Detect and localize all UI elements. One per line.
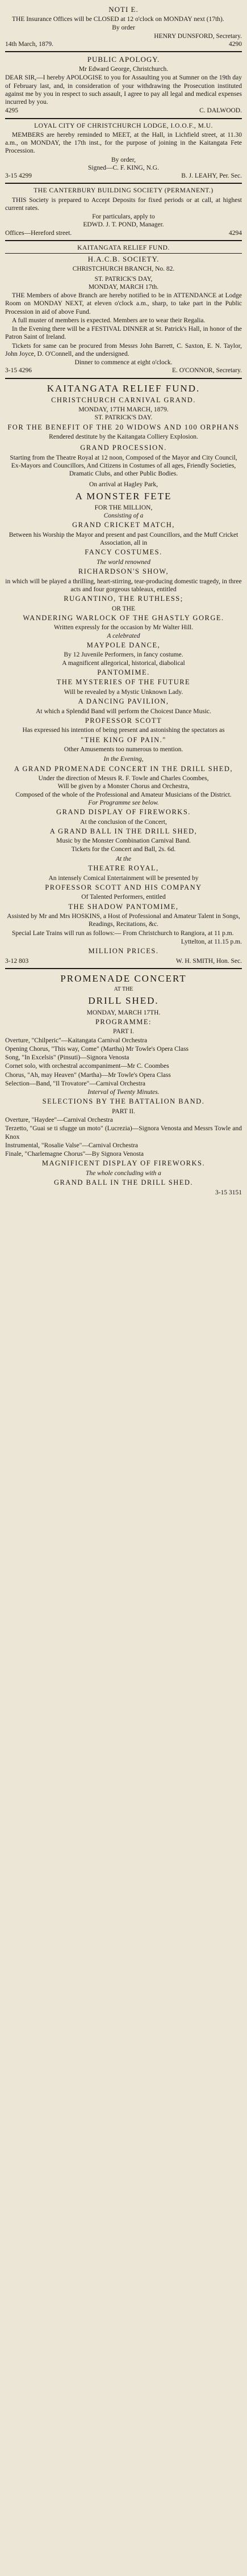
fete-company: PROFESSOR SCOTT AND HIS COMPANY bbox=[45, 883, 202, 891]
fete-day: ST. PATRICK'S DAY. bbox=[94, 414, 153, 422]
fete-benefit: FOR THE BENEFIT OF THE 20 WIDOWS AND 100 ORPHANS bbox=[7, 423, 240, 431]
notice-footer bbox=[5, 40, 242, 48]
fete-dancing-detail: At which a Splendid Band will perform the Choicest Dance Music. bbox=[36, 708, 211, 715]
promenade-concert bbox=[5, 969, 242, 1199]
building-manager: EDWD. J. T. POND, Manager. bbox=[83, 221, 164, 229]
building-title: THE CANTERBURY BUILDING SOCIETY (PERMANENT.) bbox=[34, 187, 213, 195]
concert-ball: GRAND BALL IN THE DRILL SHED. bbox=[53, 1178, 194, 1187]
fete-other: Other Amusements too numerous to mention. bbox=[64, 746, 183, 754]
concert-interval: Interval of Twenty Minutes. bbox=[87, 1089, 160, 1096]
concert-title: PROMENADE CONCERT bbox=[60, 973, 187, 984]
concert-ref: 3-15 3151 bbox=[215, 1189, 242, 1196]
procession-title: GRAND PROCESSION. bbox=[80, 444, 167, 452]
fete-at: At the bbox=[115, 855, 132, 862]
relief-dinner: Dinner to commence at eight o'clock. bbox=[74, 359, 173, 367]
fete-pantomime: PANTOMIME. bbox=[97, 668, 150, 676]
lodge-signature: B. J. LEAHY, Per. Sec. bbox=[181, 172, 242, 180]
apology-footer bbox=[5, 107, 242, 115]
lodge-footer bbox=[5, 172, 242, 180]
fete-given: Will be given by a Monster Chorus and Orchestra, bbox=[57, 783, 190, 790]
fete-place: CHRISTCHURCH CARNIVAL GRAND. bbox=[51, 395, 196, 404]
fete-destitute: Rendered destitute by the Kaitangata Colliery Explosion. bbox=[49, 433, 198, 441]
relief-fund-notice bbox=[5, 241, 242, 378]
fete-direction: Under the direction of Messrs R. F. Towle and Charles Coombes, bbox=[38, 775, 209, 782]
fete-ref: 3-12 803 bbox=[5, 957, 29, 965]
fete-richardson-detail: in which will be played a thrilling, heart-stirring, tear-producing domestic tragedy, in three acts and four gorgeous tableaux, entitled bbox=[5, 578, 242, 593]
notice-title: NOTI E. bbox=[108, 5, 139, 14]
programme-item: Opening Chorus, "This way, Come" (Martha) Mr Towle's Opera Class bbox=[5, 1045, 189, 1053]
fete-cricket: GRAND CRICKET MATCH, bbox=[72, 521, 175, 529]
fete-monster: A MONSTER FETE bbox=[75, 490, 172, 502]
fete-shadow: THE SHADOW PANTOMIME, bbox=[68, 902, 179, 911]
fete-theatre: THEATRE ROYAL, bbox=[88, 864, 159, 873]
programme-item: Selection—Band, "Il Trovatore"—Carnival Orchestra bbox=[5, 1080, 146, 1087]
fete-title: KAITANGATA RELIEF FUND. bbox=[47, 382, 200, 394]
fete-promenade: A GRAND PROMENADE CONCERT IN THE DRILL SHED, bbox=[14, 764, 233, 773]
fete-composed: Composed of the whole of the Professional and Amateur Musicians of the District. bbox=[15, 791, 232, 798]
fete-rugantino: RUGANTINO, THE RUTHLESS; bbox=[64, 595, 183, 603]
fete-theatre-detail: An intensely Comical Entertainment will be presented by bbox=[48, 874, 199, 882]
relief-attendance: A full muster of members is expected. Members are to wear their Regalia. bbox=[12, 317, 206, 324]
relief-body: THE Members of above Branch are hereby notified to be in ATTENDANCE at Lodge Room on MONDAY NEXT, at eleven o'clock a.m., sharp, to take part in the Public Procession in aid of above Fund. bbox=[5, 292, 242, 315]
relief-branch: CHRISTCHURCH BRANCH, No. 82. bbox=[72, 266, 175, 273]
concert-part2: PART II. bbox=[112, 1108, 135, 1115]
fete-lyttelton: Lyttelton, at 11.15 p.m. bbox=[181, 938, 242, 945]
apology-body bbox=[5, 74, 242, 106]
fete-arrival: On arrival at Hagley Park, bbox=[89, 481, 158, 488]
fete-scott: PROFESSOR SCOTT bbox=[85, 716, 162, 725]
fete-richardson: RICHARDSON'S SHOW, bbox=[78, 567, 169, 576]
apology-ref: 4295 bbox=[5, 107, 18, 115]
fete-or: OR THE bbox=[112, 605, 135, 612]
concert-date: MONDAY, MARCH 17TH. bbox=[86, 1009, 161, 1016]
notice-ref: 4290 bbox=[229, 40, 242, 48]
apology-text: —I hereby APOLOGISE to you for Assaulting you at Sumner on the 19th day of February last, and, in consideration of your withdrawing the Prosecution instituted against me by you in respect to such assault, I agree to pay all legal and medical expenses incurred by you. bbox=[5, 74, 242, 106]
fete-mysteries: THE MYSTERIES OF THE FUTURE bbox=[56, 678, 191, 687]
fete-fancy: FANCY COSTUMES. bbox=[85, 548, 162, 557]
programme-item: Chorus, "Ah, may Heaven" (Martha)—Mr Towle's Opera Class bbox=[5, 1071, 171, 1079]
fete-ball: A GRAND BALL IN THE DRILL SHED, bbox=[49, 827, 198, 835]
apology-signature: C. DALWOOD. bbox=[199, 107, 242, 115]
programme-item: Cornet solo, with orchestral accompaniment—Mr C. Coombes bbox=[5, 1063, 169, 1070]
relief-signature: E. O'CONNOR, Secretary. bbox=[171, 367, 242, 374]
notice-order: By order bbox=[112, 24, 135, 32]
building-ref: 4294 bbox=[229, 229, 242, 237]
fete-million-prices: MILLION PRICES. bbox=[88, 947, 159, 956]
building-society-notice bbox=[5, 184, 242, 240]
relief-title: KAITANGATA RELIEF FUND. bbox=[77, 244, 170, 251]
procession-detail: Starting from the Theatre Royal at 12 noon, Composed of the Mayor and City Council, Ex-Mayors and Councillors, And Citizens in Costumes of all ages, Friendly Societies, Dramatic Clubs, and other Public Bodies. bbox=[10, 454, 237, 478]
relief-day: ST. PATRICK'S DAY, bbox=[94, 275, 153, 283]
fete-million: FOR THE MILLION, bbox=[94, 504, 153, 511]
programme-item: Terzetto, "Guai se ti sfugge un moto" (Lucrezia)—Signora Venosta and Messrs Towle and Knox bbox=[5, 1125, 242, 1140]
insurance-notice bbox=[5, 2, 242, 51]
fete-cricket-detail: Between his Worship the Mayor and present and past Councillors, and the Muff Cricket Association, all in bbox=[9, 531, 238, 547]
concert-battalion: SELECTIONS BY THE BATTALION BAND. bbox=[42, 1097, 205, 1106]
fete-consisting: Consisting of a bbox=[103, 512, 144, 520]
fete-trains: Special Late Trains will run as follows:— From Christchurch to Rangiora, at 11 p.m. bbox=[12, 929, 234, 937]
lodge-title: LOYAL CITY OF CHRISTCHURCH LODGE, I.O.O.F., M.U. bbox=[34, 122, 213, 129]
fete-celebrated: A celebrated bbox=[107, 632, 140, 639]
relief-evening: In the Evening there will be a FESTIVAL DINNER at St. Patrick's Hall, in honor of the Patron Saint of Ireland. bbox=[5, 326, 242, 341]
fete-written: Written expressly for the occasion by Mr Walter Hill. bbox=[53, 624, 194, 632]
building-particulars: For particulars, apply to bbox=[92, 213, 155, 221]
fete-pantomime-intro: A magnificent allegorical, historical, diabolical bbox=[62, 659, 185, 667]
lodge-ref: 3-15 4299 bbox=[5, 172, 32, 180]
building-offices: Offices—Hereford street. bbox=[5, 229, 72, 237]
relief-society: H.A.C.B. SOCIETY. bbox=[87, 255, 160, 264]
building-body: THIS Society is prepared to Accept Deposits for fixed periods or at call, at highest current rates. bbox=[5, 196, 242, 212]
divider bbox=[5, 253, 242, 254]
fete-maypole: MAYPOLE DANCE, bbox=[86, 641, 161, 649]
programme-item: Instrumental, "Rosalie Valse"—Carnival Orchestra bbox=[5, 1142, 139, 1149]
fete-warlock: WANDERING WARLOCK OF THE GHASTLY GORGE. bbox=[23, 613, 224, 622]
fete-evening: In the Evening, bbox=[103, 756, 144, 763]
programme-item: Song, "In Excelsis" (Pinsuti)—Signora Venosta bbox=[5, 1054, 129, 1062]
fete-scott-detail: Has expressed his intention of being present and astonishing the spectators as bbox=[22, 727, 225, 734]
fete-tickets: Tickets for the Concert and Ball, 2s. 6d. bbox=[71, 845, 176, 853]
fete-king: "THE KING OF PAIN." bbox=[81, 735, 166, 744]
newspaper-column bbox=[5, 0, 242, 1199]
apology-salutation: DEAR SIR, bbox=[5, 74, 37, 82]
programme-item: Overture, "Chilperic"—Kaitangata Carnival Orchestra bbox=[5, 1037, 148, 1044]
relief-footer bbox=[5, 367, 242, 374]
concert-programme: PROGRAMME: bbox=[95, 1017, 152, 1026]
fete-honsec: W. H. SMITH, Hon. Sec. bbox=[175, 957, 242, 965]
apology-address: Mr Edward George, Christchurch. bbox=[78, 66, 169, 73]
concert-atthe: AT THE bbox=[114, 986, 133, 993]
fete-conclusion: At the conclusion of the Concert, bbox=[80, 818, 167, 826]
concert-part1: PART I. bbox=[112, 1028, 135, 1036]
fete-revealed: Will be revealed by a Mystic Unknown Lady. bbox=[64, 688, 183, 696]
programme-item: Overture, "Haydee"—Carnival Orchestra bbox=[5, 1117, 113, 1124]
concert-place: DRILL SHED. bbox=[88, 995, 159, 1007]
fete-shadow-detail: Assisted by Mr and Mrs HOSKINS, a Host of Professional and Amateur Talent in Songs, Readings, Recitations, &c. bbox=[7, 913, 240, 928]
lodge-order: By order, bbox=[111, 156, 136, 163]
apology-title: PUBLIC APOLOGY. bbox=[87, 55, 160, 64]
public-apology bbox=[5, 52, 242, 118]
fete-music: Music by the Monster Combination Carnival Band. bbox=[56, 837, 191, 845]
fete-talented: Of Talented Performers, entitled bbox=[81, 894, 166, 901]
kaitangata-fete bbox=[5, 379, 242, 968]
fete-date: MONDAY, 17TH MARCH, 1879. bbox=[78, 406, 169, 414]
lodge-notice bbox=[5, 119, 242, 183]
building-footer bbox=[5, 229, 242, 237]
fete-footer bbox=[5, 957, 242, 965]
fete-fireworks: GRAND DISPLAY OF FIREWORKS. bbox=[56, 808, 191, 816]
relief-tickets: Tickets for same can be procured from Messrs John Barrett, C. Saxton, E. N. Taylor, John Joyce, D. O'Connell, and the undersigned. bbox=[5, 342, 242, 357]
lodge-signed: Signed—C. F. KING, N.G. bbox=[88, 164, 159, 171]
fete-renowned: The world renowned bbox=[97, 558, 150, 566]
notice-body: THE Insurance Offices will be CLOSED at 12 o'clock on MONDAY next (17th). bbox=[12, 16, 224, 23]
fete-programme-see: For Programme see below. bbox=[88, 799, 159, 806]
concert-wind: The whole concluding with a bbox=[86, 1169, 161, 1177]
lodge-body: MEMBERS are hereby reminded to MEET, at the Hall, in Lichfield street, at 11.30 a.m., on MONDAY, the 17th inst., for the purpose of joining in the Kaitangata Fete Procession. bbox=[5, 131, 242, 155]
concert-fireworks: MAGNIFICENT DISPLAY OF FIREWORKS. bbox=[41, 1159, 206, 1168]
fete-dancing: A DANCING PAVILION, bbox=[78, 697, 169, 706]
programme-item: Finale, "Charlemagne Chorus"—By Signora Venosta bbox=[5, 1151, 144, 1158]
relief-date: MONDAY, MARCH 17th. bbox=[88, 283, 159, 291]
fete-juvenile: By 12 Juvenile Performers, in fancy costume. bbox=[64, 651, 183, 659]
notice-date: 14th March, 1879. bbox=[5, 40, 53, 48]
notice-signature: HENRY DUNSFORD, Secretary. bbox=[154, 32, 242, 40]
relief-ref: 3-15 4296 bbox=[5, 367, 32, 374]
